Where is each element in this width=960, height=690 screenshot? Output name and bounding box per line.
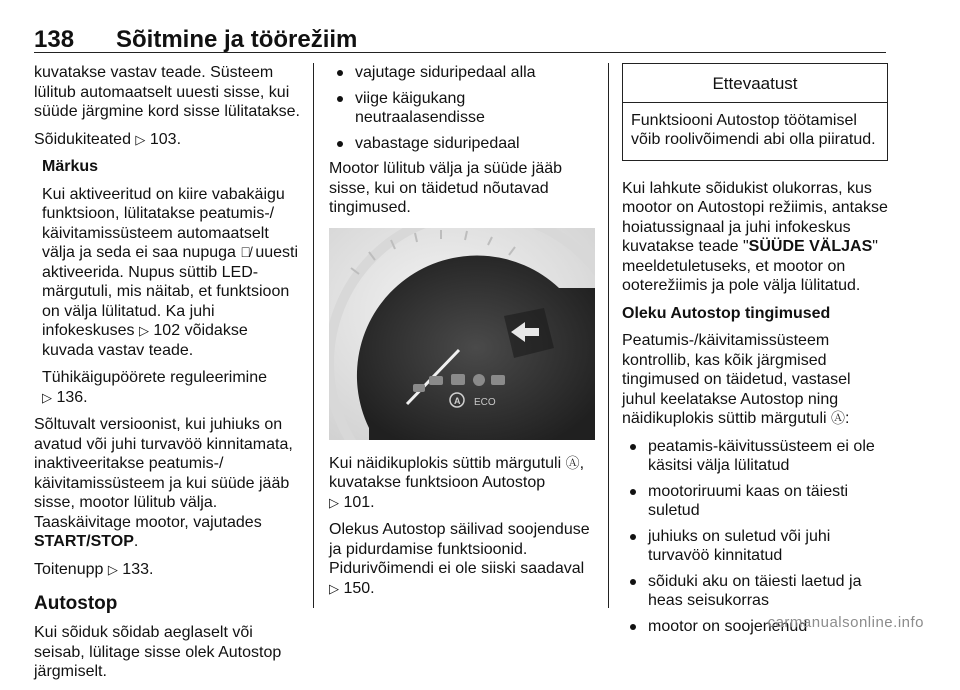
- conditions-list: [622, 437, 888, 637]
- section-heading-autostop: Autostop: [34, 593, 118, 614]
- caution-box: [622, 63, 888, 161]
- page-reference-link[interactable]: 103.: [149, 130, 182, 148]
- reference-arrow-icon: ▷: [138, 323, 149, 338]
- page-reference-link[interactable]: 150.: [343, 579, 375, 597]
- subheading-autostop-conditions: Oleku Autostop tingimused: [622, 304, 831, 322]
- list-item: peatamis-käivitussüsteem ei ole käsitsi välja lülitatud: [622, 437, 888, 476]
- autostop-indicator-icon: Ⓐ: [565, 454, 580, 471]
- reference-arrow-icon: ▷: [329, 580, 339, 596]
- page-reference-link[interactable]: 136.: [56, 388, 88, 406]
- reference-arrow-icon: ▷: [329, 494, 339, 510]
- ref-label: Sõidukiteated: [34, 130, 131, 148]
- list-item: vabastage siduripedaal: [329, 134, 597, 154]
- autostop-unavailable-icon: Ⓐ: [831, 410, 845, 426]
- note-paragraph: Kui aktiveeritud on kiire vabakäigu funktsioon, lülitatakse peatumis-/ käivitamissüsteem automaatselt välja ja seda ei saa nupuga Ⓐ̸ uuesti aktiveerida. Nupus süttib LED-märgutuli, mis näitab, et funktsioon on välja lülitatud. Ka juhi infokeskuses ▷ 102 võidakse kuvada vastav teade.: [42, 185, 299, 359]
- list-item: juhiuks on suletud või juhi turvavöö kinnitatud: [622, 527, 888, 566]
- reference-arrow-icon: ▷: [135, 131, 146, 147]
- page-header: [34, 12, 886, 53]
- reference-arrow-icon: ▷: [107, 561, 118, 577]
- reference-arrow-icon: ▷: [42, 389, 52, 405]
- list-item: mootoriruumi kaas on täiesti suletud: [622, 482, 888, 521]
- instrument-cluster-graphic: [329, 228, 595, 440]
- paragraph: Mootor lülitub välja ja süüde jääb sisse, kui on täidetud nõutavad tingimused.: [329, 160, 563, 216]
- paragraph: Kui lahkute sõidukist olukorras, kus mootor on Autostopi režiimis, antakse hoiatussignaal ja juhi infokeskus kuvatakse teade "SÜÜDE VÄLJAS" meeldetuletuseks, et mootor on ooterežiimis ja pole välja lülitatud.: [622, 179, 888, 294]
- page-number: 138: [34, 26, 75, 53]
- column-3: [622, 63, 888, 642]
- column-divider-2: [608, 63, 609, 608]
- column-1: [34, 63, 300, 690]
- caution-text: Funktsiooni Autostop töötamisel võib roolivõimendi abi olla piiratud.: [631, 111, 876, 148]
- list-item: sõiduki aku on täiesti laetud ja heas seisukorras: [622, 572, 888, 611]
- paragraph: Peatumis-/käivitamissüsteem kontrollib, kas kõik järgmised tingimused on täidetud, vastasel juhul keelatakse Autostop ning näidikuplokis süttib märgutuli Ⓐ:: [622, 332, 851, 427]
- start-stop-label: START/STOP: [34, 533, 134, 550]
- paragraph: kuvatakse vastav teade. Süsteem lülitub automaatselt uuesti sisse, kui süüde järgmine kord sisse lülitatakse.: [34, 64, 300, 120]
- bullet-list: [329, 63, 597, 153]
- note-title: Märkus: [42, 158, 99, 175]
- note-box: [34, 157, 300, 407]
- paragraph: Kui näidikuplokis süttib märgutuli Ⓐ, kuvatakse funktsioon Autostop ▷ 101.: [329, 454, 585, 511]
- caution-title: Ettevaatust: [623, 64, 887, 103]
- autostop-off-icon: Ⓐ̸: [240, 244, 251, 260]
- watermark: carmanualsonline.info: [767, 614, 924, 631]
- note-paragraph-idle-speed: Tühikäigupöörete reguleerimine ▷ 136.: [42, 369, 268, 406]
- list-item: mootor on soojenenud: [622, 617, 888, 637]
- ignition-off-label: SÜÜDE VÄLJAS: [748, 238, 873, 255]
- column-2: [329, 63, 597, 606]
- paragraph: Kui sõiduk sõidab aeglaselt või seisab, lülitage sisse olek Autostop järgmiselt.: [34, 624, 282, 680]
- column-divider-1: [313, 63, 314, 608]
- page-reference-link[interactable]: 101.: [343, 493, 375, 511]
- page-reference-link[interactable]: 102: [153, 322, 181, 339]
- list-item: viige käigukang neutraalasendisse: [329, 89, 597, 128]
- svg-text:A: A: [454, 395, 461, 406]
- eco-indicator-label: ECO: [474, 396, 496, 408]
- instrument-cluster-illustration: [329, 228, 595, 440]
- page-title: Sõitmine ja töörežiim: [116, 26, 358, 53]
- paragraph-vehicle-messages: [34, 130, 300, 150]
- paragraph: Olekus Autostop säilivad soojenduse ja pidurdamise funktsioonid. Pidurivõimendi ei ole siiski saadaval ▷ 150.: [329, 521, 590, 597]
- paragraph-power-button: Toitenupp ▷ 133.: [34, 560, 154, 578]
- paragraph: Sõltuvalt versioonist, kui juhiuks on avatud või juhi turvavöö kinnitamata, inaktiveeritakse peatumis-/ käivitamissüsteem ja kui süüde jääb sisse, mootor lülitub välja. Taaskäivitage mootor, vajutades START/STOP.: [34, 416, 293, 550]
- list-item: vajutage siduripedaal alla: [329, 63, 597, 83]
- page-reference-link[interactable]: 133.: [122, 560, 154, 578]
